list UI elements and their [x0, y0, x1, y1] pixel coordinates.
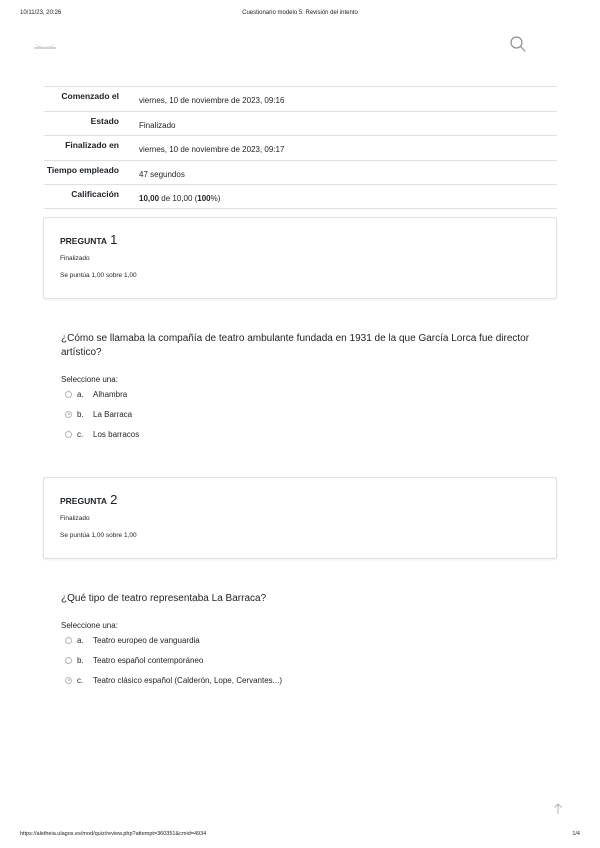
summary-row-grade [44, 184, 557, 209]
summary-row-time [44, 160, 557, 185]
summary-value: viernes, 10 de noviembre de 2023, 09:17 [139, 145, 285, 154]
radio-icon[interactable] [65, 657, 72, 664]
print-page-number: 1/4 [572, 831, 580, 837]
radio-icon[interactable] [65, 637, 72, 644]
summary-value: 47 segundos [139, 169, 185, 179]
option-letter: a. [77, 389, 84, 399]
grade-percent: 100 [197, 194, 211, 203]
grade-total: de 10,00 ( [159, 194, 198, 203]
radio-checked-icon[interactable] [65, 677, 72, 684]
print-url: https://aletheia.ulagos.es/mod/quiz/review.php?attempt=360351&cmid=4934 [20, 831, 207, 837]
question-title: PREGUNTA 2 [60, 492, 118, 507]
search-button[interactable] [508, 34, 528, 54]
radio-checked-icon[interactable] [65, 411, 72, 418]
summary-label: Tiempo empleado [46, 164, 119, 175]
question-text-2: ¿Qué tipo de teatro representaba La Barraca? [61, 593, 267, 604]
option-label: Los barracos [93, 429, 140, 439]
option-letter: a. [77, 635, 84, 645]
question-grade: Se puntúa 1,00 sobre 1,00 [60, 532, 137, 539]
option-label: Teatro clásico español (Calderón, Lope, Cervantes...) [93, 675, 282, 685]
answer-option-2a[interactable] [65, 634, 200, 646]
summary-value: viernes, 10 de noviembre de 2023, 09:16 [139, 96, 285, 105]
select-prompt: Seleccione una: [61, 621, 118, 630]
answer-option-1c[interactable] [65, 428, 139, 440]
summary-row-state [44, 111, 557, 136]
option-label: Alhambra [93, 389, 128, 399]
option-letter: b. [77, 409, 84, 419]
logo[interactable] [34, 38, 56, 52]
summary-label: Comenzado el [61, 91, 119, 101]
search-icon [508, 34, 528, 54]
question-state: Finalizado [60, 255, 90, 262]
option-letter: c. [77, 675, 84, 685]
option-label: Teatro español contemporáneo [93, 655, 204, 665]
answer-option-2c[interactable] [65, 674, 282, 686]
print-datetime: 10/11/23, 20:26 [20, 10, 62, 16]
option-label: La Barraca [93, 409, 133, 419]
radio-icon[interactable] [65, 391, 72, 398]
summary-row-finished [44, 135, 557, 160]
answer-option-2b[interactable] [65, 654, 203, 666]
print-header [20, 10, 580, 20]
summary-label: Estado [90, 115, 119, 126]
summary-label: Finalizado en [65, 140, 119, 150]
question-number: 2 [110, 492, 118, 507]
question-state: Finalizado [60, 515, 90, 522]
option-letter: c. [77, 429, 84, 439]
option-letter: b. [77, 655, 84, 665]
question-title: PREGUNTA 1 [60, 232, 118, 247]
summary-row-started [44, 86, 557, 111]
summary-grade-value [119, 185, 557, 208]
select-prompt: Seleccione una: [61, 375, 118, 384]
arrow-up-icon [551, 802, 565, 816]
answer-option-1b[interactable] [65, 408, 132, 420]
summary-value: Finalizado [139, 120, 176, 130]
radio-icon[interactable] [65, 431, 72, 438]
grade-score: 10,00 [139, 194, 160, 203]
summary-label: Calificación [71, 189, 119, 199]
grade-end: %) [210, 194, 221, 203]
answer-option-1a[interactable] [65, 388, 127, 400]
print-page-title: Cuestionario modelo 5: Revisión del intento [242, 10, 358, 16]
print-footer [20, 831, 580, 837]
question-info-2 [43, 477, 557, 559]
question-grade: Se puntúa 1,00 sobre 1,00 [60, 272, 137, 279]
question-info-1 [43, 217, 557, 299]
question-number: 1 [110, 232, 118, 247]
question-text-1: ¿Cómo se llamaba la compañía de teatro ambulante fundada en 1931 de la que García Lorca fue director artístico? [61, 333, 530, 358]
option-label: Teatro europeo de vanguardia [93, 635, 200, 645]
attempt-summary-table [44, 86, 557, 209]
back-to-top-button[interactable] [551, 802, 565, 816]
